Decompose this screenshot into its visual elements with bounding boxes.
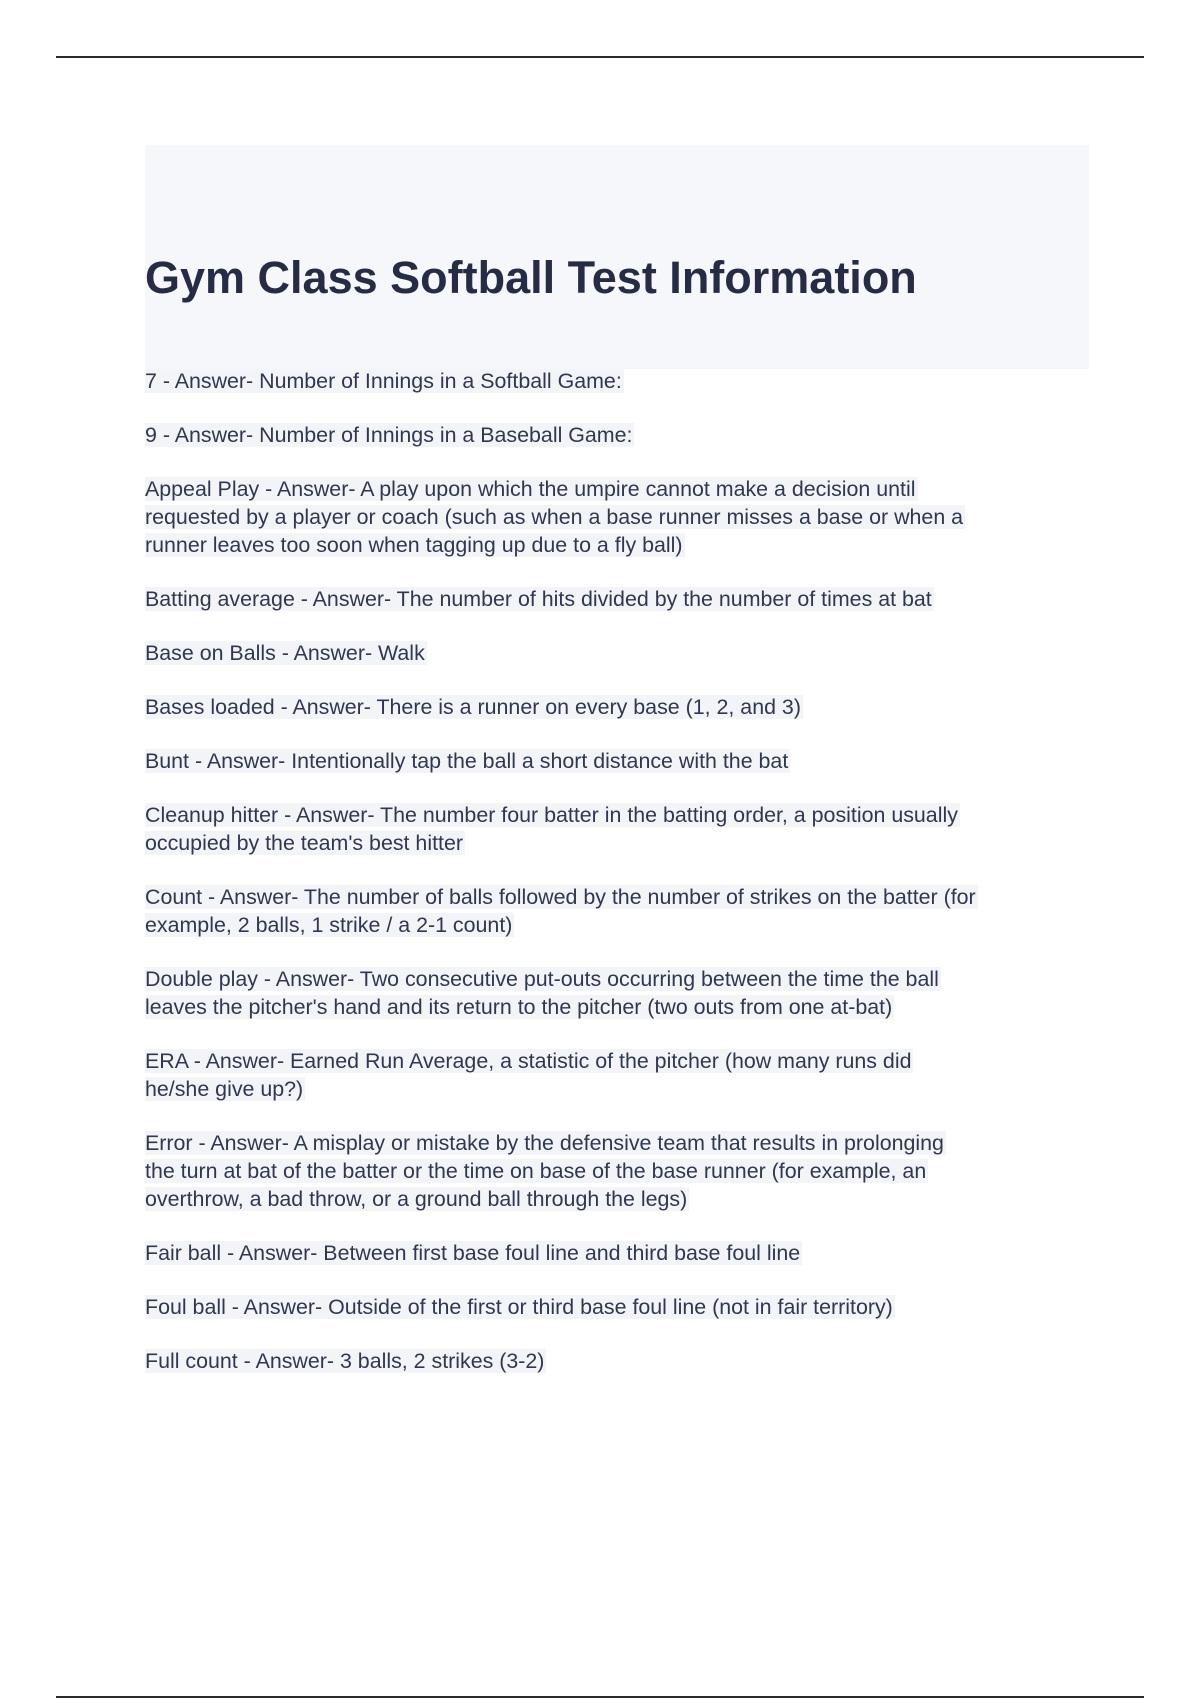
- flashcard-list: [145, 367, 1095, 1401]
- page-title: Gym Class Softball Test Information: [145, 252, 917, 303]
- entry-text: Cleanup hitter - Answer- The number four batter in the batting order, a position usually: [145, 803, 958, 827]
- entry-line: [145, 1129, 1095, 1157]
- flashcard-entry: [145, 801, 1095, 857]
- flashcard-entry: [145, 475, 1095, 559]
- entry-line: [145, 503, 1095, 531]
- entry-line: [145, 829, 1095, 857]
- entry-line: [145, 1075, 1095, 1103]
- entry-line: [145, 747, 1095, 775]
- entry-text: Base on Balls - Answer- Walk: [145, 641, 425, 665]
- entry-text: Count - Answer- The number of balls followed by the number of strikes on the batter (for: [145, 885, 976, 909]
- entry-line: [145, 801, 1095, 829]
- entry-line: [145, 585, 1095, 613]
- entry-line: [145, 1239, 1095, 1267]
- flashcard-entry: [145, 965, 1095, 1021]
- entry-line: [145, 475, 1095, 503]
- entry-line: [145, 1347, 1095, 1375]
- entry-text: ERA - Answer- Earned Run Average, a statistic of the pitcher (how many runs did: [145, 1049, 912, 1073]
- entry-text: Batting average - Answer- The number of hits divided by the number of times at bat: [145, 587, 932, 611]
- flashcard-entry: [145, 1293, 1095, 1321]
- entry-line: [145, 639, 1095, 667]
- flashcard-entry: [145, 747, 1095, 775]
- entry-text: Bases loaded - Answer- There is a runner on every base (1, 2, and 3): [145, 695, 801, 719]
- entry-line: [145, 1185, 1095, 1213]
- flashcard-entry: [145, 1347, 1095, 1375]
- entry-line: [145, 421, 1095, 449]
- flashcard-entry: [145, 421, 1095, 449]
- flashcard-entry: [145, 585, 1095, 613]
- flashcard-entry: [145, 1047, 1095, 1103]
- entry-text: leaves the pitcher's hand and its return to the pitcher (two outs from one at-bat): [145, 995, 893, 1019]
- entry-text: example, 2 balls, 1 strike / a 2-1 count): [145, 913, 513, 937]
- entry-text: Double play - Answer- Two consecutive put-outs occurring between the time the ball: [145, 967, 939, 991]
- entry-line: [145, 1157, 1095, 1185]
- entry-line: [145, 1293, 1095, 1321]
- entry-text: occupied by the team's best hitter: [145, 831, 463, 855]
- entry-text: Bunt - Answer- Intentionally tap the ball a short distance with the bat: [145, 749, 789, 773]
- entry-text: Foul ball - Answer- Outside of the first or third base foul line (not in fair territory): [145, 1295, 893, 1319]
- entry-text: Full count - Answer- 3 balls, 2 strikes (3-2): [145, 1349, 545, 1373]
- entry-text: requested by a player or coach (such as when a base runner misses a base or when a: [145, 505, 964, 529]
- entry-text: overthrow, a bad throw, or a ground ball through the legs): [145, 1187, 688, 1211]
- flashcard-entry: [145, 639, 1095, 667]
- entry-text: Appeal Play - Answer- A play upon which the umpire cannot make a decision until: [145, 477, 916, 501]
- flashcard-entry: [145, 1239, 1095, 1267]
- entry-text: he/she give up?): [145, 1077, 304, 1101]
- flashcard-entry: [145, 883, 1095, 939]
- entry-line: [145, 911, 1095, 939]
- entry-line: [145, 367, 1095, 395]
- entry-line: [145, 693, 1095, 721]
- entry-text: runner leaves too soon when tagging up due to a fly ball): [145, 533, 683, 557]
- top-rule: [56, 56, 1144, 58]
- entry-text: 7 - Answer- Number of Innings in a Softball Game:: [145, 369, 622, 393]
- entry-line: [145, 993, 1095, 1021]
- flashcard-entry: [145, 693, 1095, 721]
- flashcard-entry: [145, 367, 1095, 395]
- entry-text: Error - Answer- A misplay or mistake by the defensive team that results in prolonging: [145, 1131, 944, 1155]
- entry-line: [145, 531, 1095, 559]
- entry-line: [145, 883, 1095, 911]
- bottom-rule: [56, 1696, 1144, 1698]
- entry-text: the turn at bat of the batter or the time on base of the base runner (for example, an: [145, 1159, 927, 1183]
- flashcard-entry: [145, 1129, 1095, 1213]
- entry-line: [145, 965, 1095, 993]
- entry-line: [145, 1047, 1095, 1075]
- entry-text: Fair ball - Answer- Between first base foul line and third base foul line: [145, 1241, 801, 1265]
- entry-text: 9 - Answer- Number of Innings in a Baseball Game:: [145, 423, 633, 447]
